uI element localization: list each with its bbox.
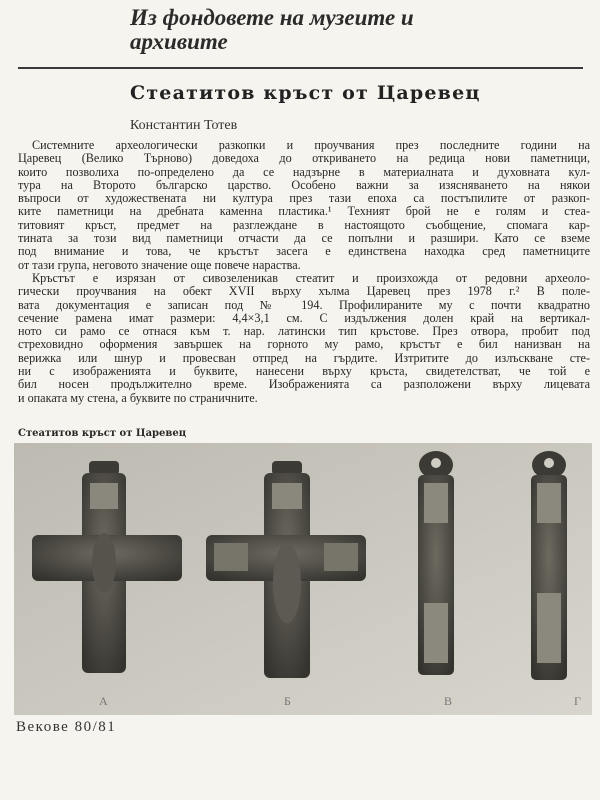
text-line: от тази група, неговото значение още повече нараства. [18,258,301,272]
paragraph-1 [18,139,590,272]
article-title: Стеатитов кръст от Царевец [130,82,481,104]
label-a: А [99,694,108,708]
text-line: верижка или шнур и провесван отпред на гърдите. Изтритите до излъскване сте- [18,351,590,365]
text-line: стреховидно оформения завършек на горното му рамо, кръстът е бил нанизван на [18,338,590,352]
text-line: и опаката му стена, а буквите по страничните. [18,391,258,405]
text-line: бил носен продължително време. Изображенията са разположени върху лицевата [18,378,590,392]
text-line: въпроси от художествената ни култура през тази епоха са постъпилите от разкоп- [18,192,590,206]
label-b: Б [284,694,291,708]
text-line: вата документация е записан под № 194. Профилираните му с почти квадратно [18,298,590,312]
figure-caption: Стеатитов кръст от Царевец [18,428,187,439]
text-line: Системните археологически разкопки и проучвания през последните години на [32,139,590,152]
paragraph-2 [18,272,590,405]
text-line: ките паметници на дребната каменна пластика.¹ Техният брой не е голям и стеа- [18,205,590,219]
text-line: ни с изображенията и буквите, нанесени върху кръста, свидетелстват, че той е [18,365,590,379]
text-line: титовият кръст, предмет на разглеждане в настоящото съобщение, спомага кар- [18,218,590,232]
text-line: под внимание и това, че кръстът засега е единствена находка сред паметниците [18,245,590,259]
text-line: които позволиха по-определено да се надзърне в материалната и духовната кул- [18,165,590,179]
text-line: тината за този вид паметници отчасти да се попълни и разшири. Като се вземе [18,232,590,246]
header-rule [18,67,583,69]
figure-photo [14,443,592,715]
text-line: тура на Второто българско царство. Особено важни за изясняването на някои [18,178,590,192]
article-body [18,139,590,405]
label-c: В [444,694,453,708]
cross-d-side [531,451,567,680]
journal-footer: Векове 80/81 [16,719,117,735]
cross-c-side [418,451,454,675]
text-line: сечение рамена имат размери: 4,4×3,1 см. С издължения долен край на вертикал- [18,311,590,325]
label-d: Г [574,694,581,708]
text-line: Царевец (Велико Търново) доведоха до откриването на редица нови паметници, [18,152,590,166]
text-line: Кръстът е изрязан от сивозеленикав стеатит и произхожда от редовни археоло- [32,271,590,285]
text-line: ното си рамо се отнася към т. нар. латински тип кръстове. През отвора, пробит под [18,325,590,339]
section-rubric [130,6,470,54]
text-line: гически проучвания на обект XVII върху хълма Царевец през 1978 г.² В поле- [18,285,590,299]
section-title: Из фондовете на музеите и архивите [130,5,414,54]
article-author: Константин Тотев [130,118,238,133]
